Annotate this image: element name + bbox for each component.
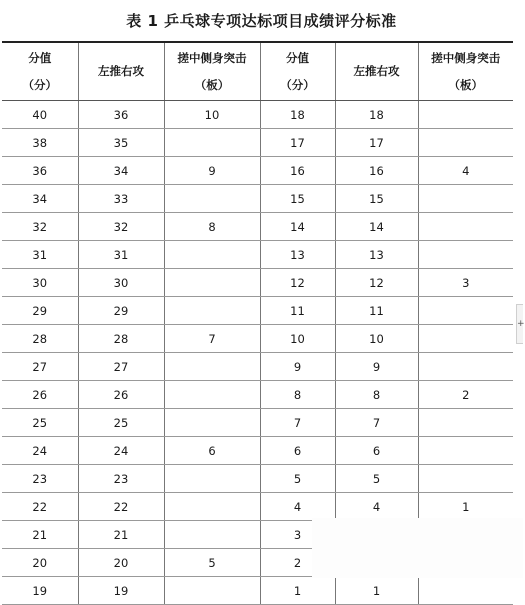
cell-chop-sidestep: 7 (164, 325, 260, 353)
cell-push-attack: 8 (335, 381, 418, 409)
cell-chop-sidestep: 4 (418, 157, 513, 185)
cell-push-attack: 1 (335, 577, 418, 605)
cell-push-attack: 30 (78, 269, 164, 297)
cell-score: 29 (2, 297, 78, 325)
cell-push-attack: 10 (335, 325, 418, 353)
cell-push-attack: 13 (335, 241, 418, 269)
cell-chop-sidestep (418, 101, 513, 129)
cell-push-attack: 12 (335, 269, 418, 297)
cell-push-attack: 14 (335, 213, 418, 241)
cell-chop-sidestep (418, 465, 513, 493)
cell-chop-sidestep (164, 521, 260, 549)
cell-push-attack: 34 (78, 157, 164, 185)
cell-chop-sidestep (418, 325, 513, 353)
cell-chop-sidestep (418, 409, 513, 437)
cell-score: 10 (260, 325, 335, 353)
cell-chop-sidestep (164, 353, 260, 381)
cell-score: 14 (260, 213, 335, 241)
cell-chop-sidestep: 6 (164, 437, 260, 465)
table-row (2, 353, 513, 381)
cell-chop-sidestep: 1 (418, 493, 513, 521)
cell-score: 5 (260, 465, 335, 493)
cell-score: 31 (2, 241, 78, 269)
cell-chop-sidestep: 10 (164, 101, 260, 129)
cell-chop-sidestep (418, 241, 513, 269)
cell-chop-sidestep (418, 437, 513, 465)
cell-push-attack: 18 (335, 101, 418, 129)
header-score: 分值 （分） (2, 42, 78, 101)
cell-chop-sidestep (418, 213, 513, 241)
cell-push-attack: 35 (78, 129, 164, 157)
cell-chop-sidestep (164, 297, 260, 325)
cell-score: 1 (260, 577, 335, 605)
cell-chop-sidestep (164, 465, 260, 493)
cell-chop-sidestep: 3 (418, 269, 513, 297)
cell-push-attack: 23 (78, 465, 164, 493)
cell-score: 27 (2, 353, 78, 381)
cell-score: 34 (2, 185, 78, 213)
table-row (2, 129, 513, 157)
cell-chop-sidestep: 2 (418, 381, 513, 409)
cell-chop-sidestep: 9 (164, 157, 260, 185)
cell-chop-sidestep (418, 185, 513, 213)
cell-score: 20 (2, 549, 78, 577)
cell-score: 8 (260, 381, 335, 409)
cell-score: 32 (2, 213, 78, 241)
cell-push-attack: 20 (78, 549, 164, 577)
cell-score: 18 (260, 101, 335, 129)
cell-push-attack: 6 (335, 437, 418, 465)
cell-score: 26 (2, 381, 78, 409)
table-row (2, 213, 513, 241)
cell-chop-sidestep (164, 493, 260, 521)
table-row (2, 465, 513, 493)
cell-push-attack: 36 (78, 101, 164, 129)
cell-chop-sidestep (418, 353, 513, 381)
cell-push-attack: 9 (335, 353, 418, 381)
cell-score: 28 (2, 325, 78, 353)
cell-push-attack: 29 (78, 297, 164, 325)
cell-score: 22 (2, 493, 78, 521)
cell-score: 7 (260, 409, 335, 437)
table-row (2, 157, 513, 185)
header-push-attack: 左推右攻 (335, 42, 418, 101)
cell-push-attack: 19 (78, 577, 164, 605)
cell-chop-sidestep (164, 185, 260, 213)
table-row (2, 297, 513, 325)
cell-score: 36 (2, 157, 78, 185)
cell-score: 19 (2, 577, 78, 605)
cell-score: 16 (260, 157, 335, 185)
cell-score: 23 (2, 465, 78, 493)
cell-push-attack: 17 (335, 129, 418, 157)
cell-push-attack: 22 (78, 493, 164, 521)
cell-chop-sidestep (164, 409, 260, 437)
table-row (2, 269, 513, 297)
cell-push-attack: 32 (78, 213, 164, 241)
cell-push-attack: 7 (335, 409, 418, 437)
cell-push-attack: 31 (78, 241, 164, 269)
cell-push-attack: 21 (78, 521, 164, 549)
cell-score: 38 (2, 129, 78, 157)
table-row (2, 101, 513, 129)
cell-score: 6 (260, 437, 335, 465)
cell-score: 3 (260, 521, 335, 549)
cell-score: 21 (2, 521, 78, 549)
side-expand-handle[interactable]: + (516, 304, 523, 344)
table-row (2, 185, 513, 213)
table-row (2, 241, 513, 269)
table-title: 表 1 乒乓球专项达标项目成绩评分标准 (126, 12, 397, 30)
cell-chop-sidestep: 8 (164, 213, 260, 241)
cell-score: 2 (260, 549, 335, 577)
cell-push-attack: 33 (78, 185, 164, 213)
cell-push-attack: 4 (335, 493, 418, 521)
cell-chop-sidestep (164, 269, 260, 297)
cell-score: 11 (260, 297, 335, 325)
header-score: 分值 （分） (260, 42, 335, 101)
cell-push-attack: 5 (335, 465, 418, 493)
cell-chop-sidestep: 5 (164, 549, 260, 577)
cell-score: 40 (2, 101, 78, 129)
cell-push-attack: 26 (78, 381, 164, 409)
cell-chop-sidestep (164, 241, 260, 269)
cell-push-attack: 15 (335, 185, 418, 213)
cell-score: 4 (260, 493, 335, 521)
cell-score: 15 (260, 185, 335, 213)
cell-score: 25 (2, 409, 78, 437)
cell-score: 13 (260, 241, 335, 269)
cell-push-attack: 25 (78, 409, 164, 437)
cell-push-attack: 27 (78, 353, 164, 381)
table-row (2, 381, 513, 409)
cell-chop-sidestep (418, 577, 513, 605)
cell-score: 17 (260, 129, 335, 157)
table-row (2, 493, 513, 521)
cell-push-attack: 11 (335, 297, 418, 325)
header-chop-sidestep: 搓中侧身突击 （板） (164, 42, 260, 101)
cell-push-attack: 24 (78, 437, 164, 465)
table-row (2, 577, 513, 605)
header-row (2, 42, 513, 101)
cell-push-attack: 28 (78, 325, 164, 353)
cell-chop-sidestep (418, 129, 513, 157)
cell-score: 30 (2, 269, 78, 297)
table-row (2, 325, 513, 353)
cell-score: 12 (260, 269, 335, 297)
cell-chop-sidestep (164, 381, 260, 409)
cell-chop-sidestep (164, 577, 260, 605)
cell-push-attack: 16 (335, 157, 418, 185)
header-chop-sidestep: 搓中侧身突击 （板） (418, 42, 513, 101)
redaction-patch (312, 518, 523, 578)
header-push-attack: 左推右攻 (78, 42, 164, 101)
cell-score: 24 (2, 437, 78, 465)
table-row (2, 437, 513, 465)
cell-score: 9 (260, 353, 335, 381)
cell-chop-sidestep (418, 297, 513, 325)
table-row (2, 409, 513, 437)
cell-chop-sidestep (164, 129, 260, 157)
